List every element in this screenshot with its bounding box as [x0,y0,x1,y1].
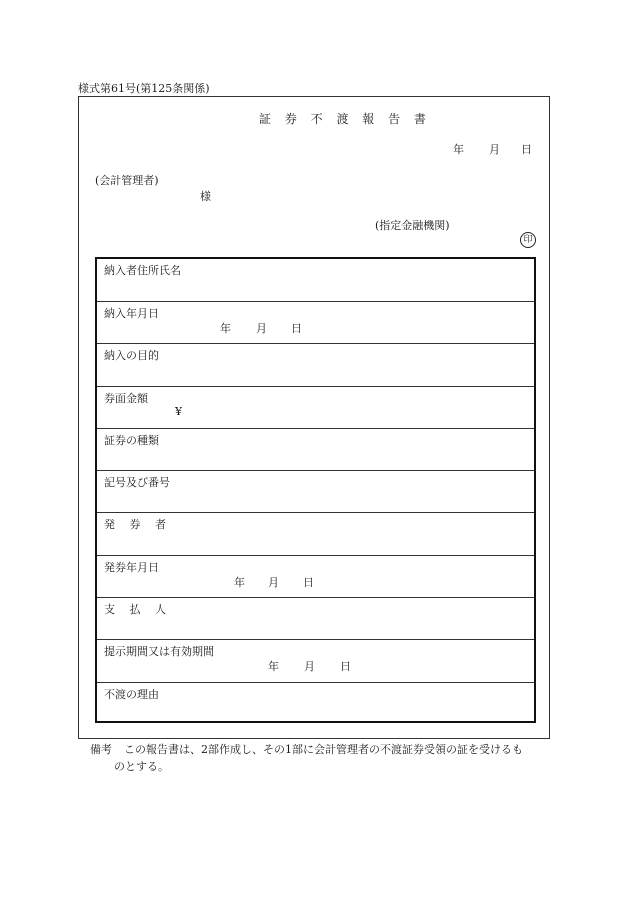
dishonor-reason-label: 不渡の理由 [104,688,159,701]
face-value-label: 券面金額 [104,392,148,405]
table-row [97,429,534,471]
payment-date-label: 納入年月日 [104,307,159,320]
table-row [97,513,534,556]
addressee: (会計管理者) [95,174,159,187]
table-row [97,387,534,429]
security-type-label: 証券の種類 [104,434,159,447]
remarks-label: 備考 [90,743,112,756]
table-row [97,344,534,387]
details-table [95,257,536,723]
remarks-line-1 [90,741,523,758]
yen-icon: ¥ [175,405,182,418]
presentation-period-year: 年 [268,660,279,673]
payer-bank-label: 支 払 人 [104,603,166,616]
table-row [97,302,534,344]
issuer-label: 発 券 者 [104,518,166,531]
remarks-line-2 [90,758,523,775]
table-row [97,598,534,640]
payer-address-name-label: 納入者住所氏名 [104,264,181,277]
symbol-number-label: 記号及び番号 [104,476,170,489]
report-date-month: 月 [489,143,500,156]
remarks-text-2: のとする。 [114,760,169,773]
remarks [90,741,523,775]
payment-purpose-label: 納入の目的 [104,349,159,362]
issue-date-label: 発券年月日 [104,561,159,574]
table-row [97,471,534,513]
payment-date-month: 月 [256,322,267,335]
table-row [97,556,534,598]
table-row [97,683,534,721]
presentation-period-month: 月 [304,660,315,673]
form-code: 様式第61号(第125条関係) [78,82,210,95]
seal-icon: 印 [520,232,536,248]
issue-date-day: 日 [303,576,314,589]
issue-date-month: 月 [268,576,279,589]
presentation-period-label: 提示期間又は有効期間 [104,645,214,658]
table-row [97,640,534,683]
presentation-period-day: 日 [340,660,351,673]
sender: (指定金融機関) [375,219,450,232]
table-row [97,259,534,302]
issue-date-year: 年 [234,576,245,589]
remarks-text-1: この報告書は、2部作成し、その1部に会計管理者の不渡証券受領の証を受けるも [124,743,523,756]
page-title: 証 券 不 渡 報 告 書 [259,112,431,126]
report-date-year: 年 [453,143,464,156]
payment-date-day: 日 [291,322,302,335]
report-date-day: 日 [521,143,532,156]
honorific: 様 [200,190,211,203]
payment-date-year: 年 [220,322,231,335]
